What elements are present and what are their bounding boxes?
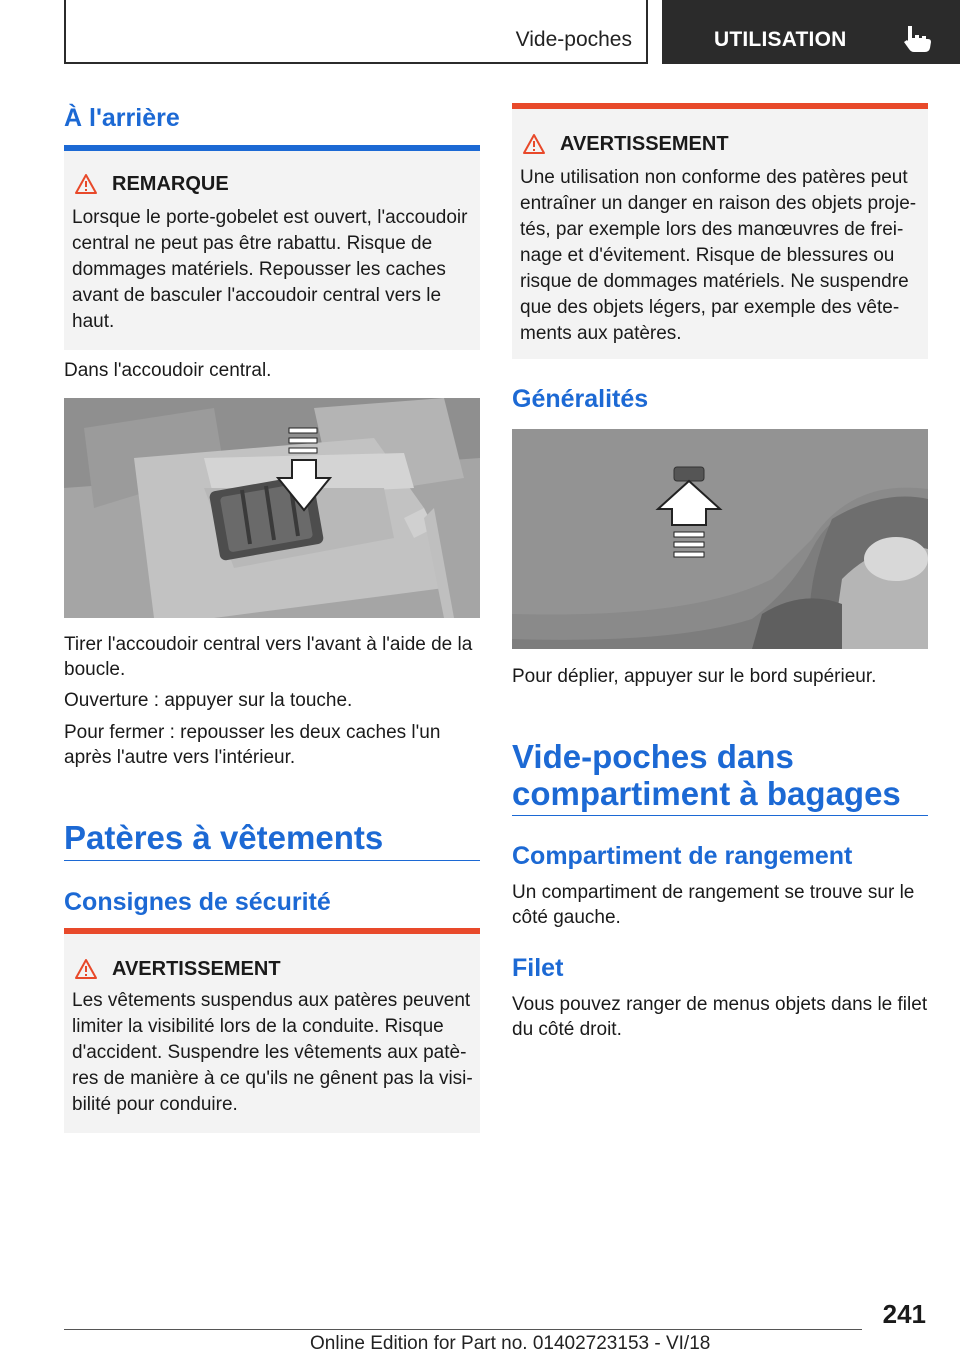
armrest-illustration [64, 398, 480, 618]
warning-box-header [74, 956, 281, 982]
note-line: central ne peut pas être rabattu. Risque de [72, 233, 433, 254]
location-text: Dans l'accoudoir central. [64, 360, 272, 381]
instruction-pull-line: boucle. [64, 659, 126, 680]
note-box-header [74, 171, 229, 197]
note-line: haut. [72, 311, 115, 332]
warning-line: d'accident. Suspendre les vêtements aux patè- [72, 1042, 467, 1063]
warning-box-left [64, 928, 480, 1133]
warning-line: Une utilisation non conforme des patères peut [520, 167, 908, 188]
header-section-title: Vide-poches [515, 28, 632, 51]
warning-line: bilité pour conduire. [72, 1094, 238, 1115]
header-section-box [64, 0, 648, 64]
warning-line: entraîner un danger en raison des objets proje- [520, 193, 917, 214]
warning-line: tés, par exemple lors des manœuvres de frei- [520, 219, 904, 240]
net-text-line: Vous pouvez ranger de menus objets dans le filet [512, 994, 928, 1015]
footer-rule [64, 1329, 862, 1330]
storage-text-line: Un compartiment de rangement se trouve sur le [512, 882, 915, 903]
warning-triangle-icon [74, 173, 98, 195]
note-line: avant de basculer l'accoudoir central vers le [72, 285, 442, 306]
warning-triangle-icon [522, 133, 546, 155]
warning-bar [512, 103, 928, 109]
warning-line: limiter la visibilité lors de la conduite. Risque [72, 1016, 444, 1037]
chapter-rule [512, 815, 928, 816]
warning-line: res de manière à ce qu'ils ne gênent pas la visi- [72, 1068, 473, 1089]
chapter-rule [64, 860, 480, 861]
warning-title: AVERTISSEMENT [112, 957, 281, 980]
warning-line: que des objets légers, par exemple des vête- [520, 297, 900, 318]
warning-line: nage et d'évitement. Risque de blessures ou [520, 245, 895, 266]
chapter-heading-pateres: Patères à vêtements [64, 819, 384, 856]
note-title: REMARQUE [112, 172, 229, 195]
armrest-photo [64, 398, 480, 618]
section-heading-filet: Filet [512, 954, 564, 982]
note-line: Lorsque le porte-gobelet est ouvert, l'accoudoir [72, 207, 468, 228]
page-number: 241 [882, 1299, 926, 1329]
header-chapter-tab [662, 0, 960, 64]
hand-pointer-icon [902, 24, 934, 54]
unfold-instruction: Pour déplier, appuyer sur le bord supérieur. [512, 666, 877, 687]
warning-box-right [512, 103, 928, 359]
warning-line: risque de dommages matériels. Ne suspendre [520, 271, 909, 292]
instruction-pull-line: Tirer l'accoudoir central vers l'avant à l'aide de la [64, 634, 473, 655]
warning-box-header [522, 131, 729, 157]
chapter-heading-vide-poches-line: compartiment à bagages [512, 775, 901, 812]
coat-hook-illustration [512, 429, 928, 649]
warning-title: AVERTISSEMENT [560, 132, 729, 155]
section-heading-arriere: À l'arrière [64, 104, 180, 132]
section-heading-generalites: Généralités [512, 385, 649, 413]
section-heading-rangement: Compartiment de rangement [512, 842, 853, 870]
warning-triangle-icon [74, 958, 98, 980]
note-line: dommages matériels. Repousser les caches [72, 259, 446, 280]
instruction-close-line: Pour fermer : repousser les deux caches l'un [64, 722, 441, 743]
chapter-heading-vide-poches-line: Vide-poches dans [512, 738, 794, 775]
section-heading-securite: Consignes de sécurité [64, 888, 331, 916]
warning-line: Les vêtements suspendus aux patères peuvent [72, 990, 471, 1011]
instruction-open: Ouverture : appuyer sur la touche. [64, 690, 353, 711]
net-text-line: du côté droit. [512, 1019, 622, 1040]
warning-line: ments aux patères. [520, 323, 682, 344]
storage-text-line: côté gauche. [512, 907, 621, 928]
header-chapter-title: UTILISATION [714, 28, 847, 51]
note-box [64, 151, 480, 350]
coat-hook-photo [512, 429, 928, 649]
instruction-close-line: après l'autre vers l'intérieur. [64, 747, 296, 768]
warning-bar [64, 928, 480, 934]
footer-edition: Online Edition for Part no. 01402723153 - VI/18 [310, 1333, 711, 1354]
